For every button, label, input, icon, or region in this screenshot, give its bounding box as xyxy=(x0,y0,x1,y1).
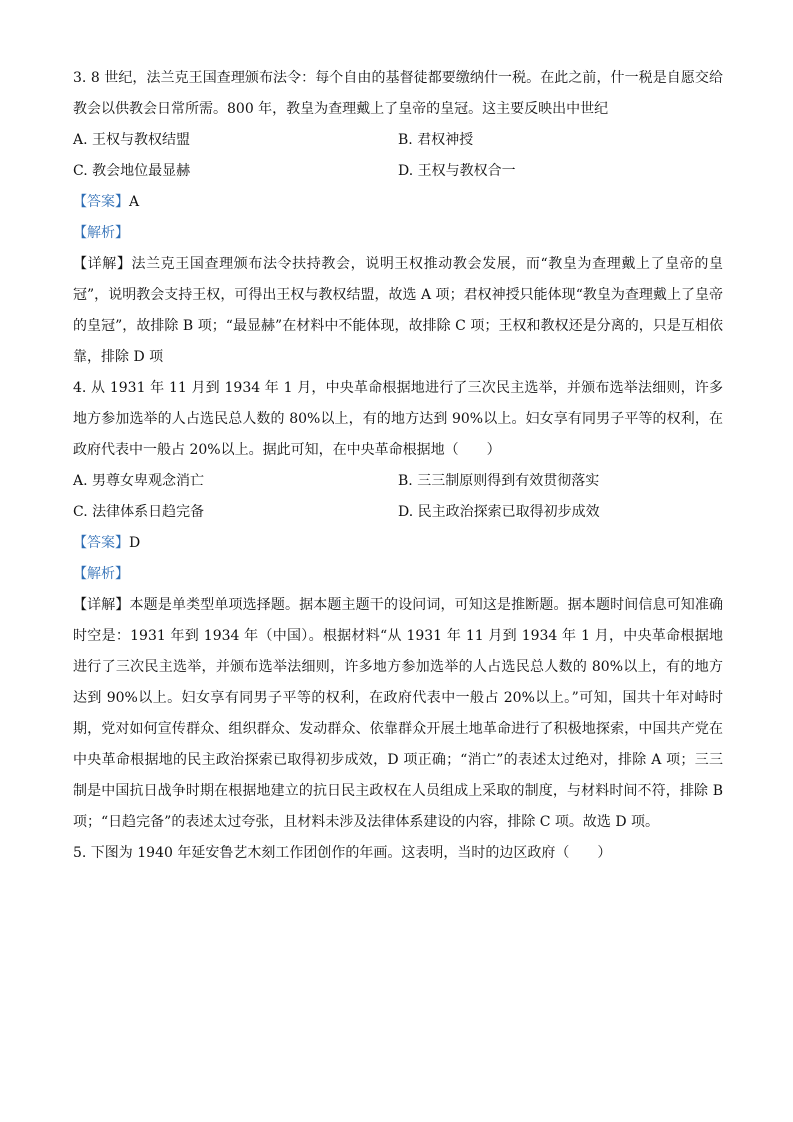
question-4-stem: 4. 从 1931 年 11 月到 1934 年 1 月，中央革命根据地进行了三次民主选举，并颁布选举法细则，许多地方参加选举的人占选民总人数的 80%以上，有的地方达到 90%以上。妇女享有同男子平等的权利，在政府代表中一般占 20%以上。据此可知，在中央革命根据地（ ） xyxy=(73,380,723,458)
question-4-analysis xyxy=(73,559,723,590)
question-3-analysis xyxy=(73,218,723,249)
analysis-label: 【解析】 xyxy=(73,566,129,582)
analysis-label: 【解析】 xyxy=(73,225,129,241)
question-3-stem: 3. 8 世纪，法兰克王国查理颁布法令：每个自由的基督徒都要缴纳什一税。在此之前，什一税是自愿交给教会以供教会日常所需。800 年，教皇为查理戴上了皇帝的皇冠。这主要反映出中世纪 xyxy=(73,70,723,117)
question-3-options-row-2 xyxy=(73,156,723,187)
answer-value: A xyxy=(129,194,140,210)
document-page xyxy=(73,63,723,869)
question-3-detail xyxy=(73,249,723,373)
detail-text: 法兰克王国查理颁布法令扶持教会，说明王权推动教会发展，而“教皇为查理戴上了皇帝的皇冠”，说明教会支持王权，可得出王权与教权结盟，故选 A 项；君权神授只能体现“教皇为查理戴上了皇帝的皇冠”，故排除 B 项；“最显赫”在材料中不能体现，故排除 C 项；王权和教权还是分离的，只是互相依靠，排除 D 项 xyxy=(73,256,724,365)
question-3-answer xyxy=(73,187,723,218)
question-4-detail xyxy=(73,590,723,838)
option-c: C. 教会地位最显赫 xyxy=(73,163,191,179)
question-5-stem: 5. 下图为 1940 年延安鲁艺木刻工作团创作的年画。这表明，当时的边区政府（ ） xyxy=(73,845,612,861)
option-b: B. 君权神授 xyxy=(398,132,474,148)
answer-label: 【答案】 xyxy=(73,535,129,551)
option-a: A. 王权与教权结盟 xyxy=(73,132,191,148)
detail-text: 本题是单类型单项选择题。据本题主题干的设问词，可知这是推断题。据本题时间信息可知准确时空是：1931 年到 1934 年（中国）。根据材料“从 1931 年 11 月到 1934 年 1 月，中央革命根据地进行了三次民主选举，并颁布选举法细则，许多地方参加选举的人占选民总人数的 80%以上，有的地方达到 90%以上。妇女享有同男子平等的权利，在政府代表中一般占 20%以上。”可知，国共十年对峙时期，党对如何宣传群众、组织群众、发动群众、依靠群众开展土地革命进行了积极地探索，中国共产党在中央革命根据地的民主政治探索已取得初步成效，D 项正确；“消亡”的表述太过绝对，排除 A 项；三三制是中国抗日战争时期在根据地建立的抗日民主政权在人员组成上采取的制度，与材料时间不符，排除 B 项；“日趋完备”的表述太过夸张，且材料未涉及法律体系建设的内容，排除 C 项。故选 D 项。 xyxy=(73,597,724,830)
question-4-answer xyxy=(73,528,723,559)
option-c: C. 法律体系日趋完备 xyxy=(73,504,205,520)
option-d: D. 民主政治探索已取得初步成效 xyxy=(398,504,600,520)
option-b: B. 三三制原则得到有效贯彻落实 xyxy=(398,473,600,489)
detail-label: 【详解】 xyxy=(73,597,130,613)
answer-label: 【答案】 xyxy=(73,194,129,210)
question-4-options-row-2 xyxy=(73,497,723,528)
option-d: D. 王权与教权合一 xyxy=(398,163,516,179)
detail-label: 【详解】 xyxy=(73,256,132,272)
answer-value: D xyxy=(129,535,141,551)
question-4-options-row-1 xyxy=(73,466,723,497)
question-3-options-row-1 xyxy=(73,125,723,156)
option-a: A. 男尊女卑观念消亡 xyxy=(73,473,205,489)
